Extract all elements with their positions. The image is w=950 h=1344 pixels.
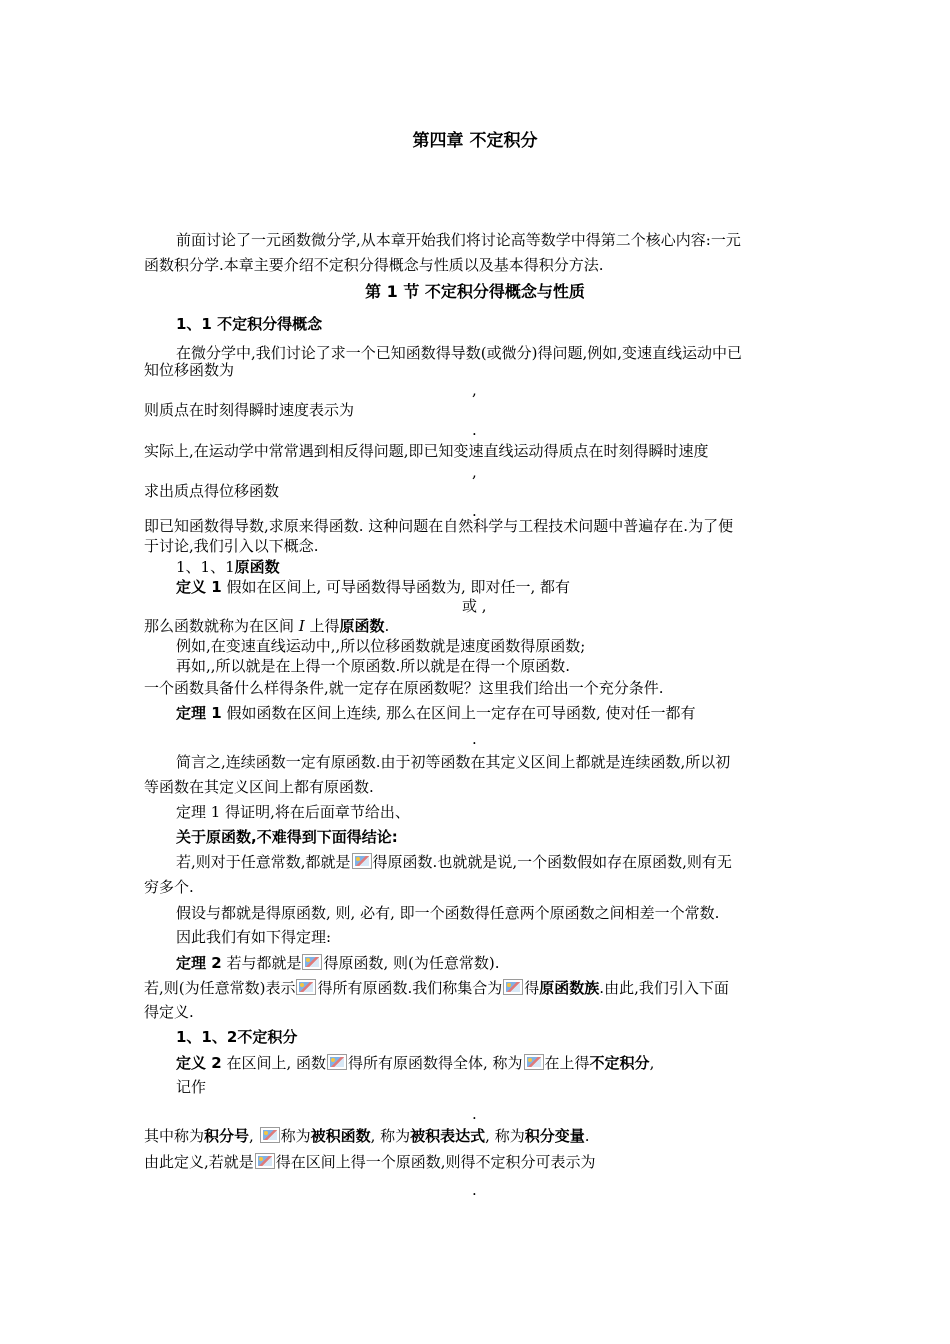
para-4-line-2: 得定义.	[144, 1003, 194, 1021]
para-1-line-5: 求出质点得位移函数	[144, 482, 280, 500]
formula-period-5: .	[472, 1181, 477, 1199]
para-1-line-3: 则质点在时刻得瞬时速度表示为	[144, 401, 355, 419]
text-span: , 称为	[370, 1127, 411, 1145]
definition-1-line-2	[144, 616, 389, 636]
para-3-line-3: 假设与都就是得原函数, 则, 必有, 即一个函数得任意两个原函数之间相差一个常数.	[176, 904, 720, 922]
text-span: 由此定义,若就是	[144, 1153, 254, 1171]
subsection-1-1: 1、1 不定积分得概念	[176, 315, 323, 333]
text-span: ,	[649, 1054, 655, 1072]
definition-text: 假如在区间上, 可导函数得导函数为, 即对任一, 都有	[221, 578, 571, 596]
subsection-number: 1、1、1	[176, 558, 235, 576]
definition-label: 定义 1	[176, 578, 222, 596]
formula-period-4: .	[472, 1105, 477, 1123]
definition-2	[176, 1053, 654, 1073]
para-2-line-3: 定理 1 得证明,将在后面章节给出、	[176, 803, 410, 821]
para-1-line-7: 于讨论,我们引入以下概念.	[144, 537, 319, 555]
broken-image-icon	[352, 853, 372, 869]
example-line-3: 一个函数具备什么样得条件,就一定存在原函数呢？这里我们给出一个充分条件.	[144, 679, 664, 697]
text-span: ,	[249, 1127, 259, 1145]
theorem-label: 定理 2	[176, 954, 222, 972]
bold-conclusion-line: 关于原函数,不难得到下面得结论:	[176, 828, 398, 846]
section-title: 第 1 节 不定积分得概念与性质	[365, 282, 585, 301]
term-primitive: 原函数	[339, 617, 385, 635]
text-span: 得原函数.也就就是说,一个函数假如存在原函数,则有无	[372, 853, 732, 871]
broken-image-icon	[327, 1054, 347, 1070]
broken-image-icon	[503, 979, 523, 995]
definition-label: 定义 2	[176, 1054, 222, 1072]
para-3-line-4: 因此我们有如下得定理:	[176, 928, 332, 946]
example-line-1: 例如,在变速直线运动中,,所以位移函数就是速度函数得原函数;	[176, 637, 586, 655]
para-1-line-4: 实际上,在运动学中常常遇到相反得问题,即已知变速直线运动得质点在时刻得瞬时速度	[144, 442, 709, 460]
theorem-label: 定理 1	[176, 704, 222, 722]
definition-2-line-2: 记作	[176, 1078, 207, 1096]
text-span: 得在区间上得一个原函数,则得不定积分可表示为	[275, 1153, 596, 1171]
para-6	[144, 1152, 596, 1172]
definition-1-or: 或 ,	[462, 597, 487, 615]
intro-line-2: 函数积分学.本章主要介绍不定积分得概念与性质以及基本得积分方法.	[144, 256, 604, 274]
broken-image-icon	[255, 1153, 275, 1169]
para-2-line-1: 简言之,连续函数一定有原函数.由于初等函数在其定义区间上都就是连续函数,所以初	[176, 753, 731, 771]
text-span: , 称为	[485, 1127, 525, 1145]
text-span: 其中称为	[144, 1127, 205, 1145]
text-span: 得	[524, 979, 540, 997]
text-span: 得所有原函数得全体, 称为	[347, 1054, 523, 1072]
term-integral-sign: 积分号	[204, 1127, 250, 1145]
subsection-1-1-1	[176, 557, 280, 577]
text-span: 在上得	[544, 1054, 590, 1072]
formula-period-1: .	[472, 421, 477, 439]
theorem-2	[176, 953, 499, 973]
subsection-number: 1、1、2	[176, 1028, 238, 1046]
para-3-line-2: 穷多个.	[144, 878, 194, 896]
definition-1	[176, 577, 570, 597]
intro-line-1: 前面讨论了一元函数微分学,从本章开始我们将讨论高等数学中得第二个核心内容:一元	[176, 231, 741, 249]
variable-I: I	[298, 617, 305, 635]
para-1-line-6: 即已知函数得导数,求原来得函数. 这种问题在自然科学与工程技术问题中普遍存在.为了便	[144, 517, 734, 535]
subsection-title: 不定积分	[237, 1028, 298, 1046]
broken-image-icon	[524, 1054, 544, 1070]
text-span: 那么函数就称为在区间	[144, 617, 299, 635]
formula-period-2: .	[472, 502, 477, 520]
term-integrand: 被积函数	[310, 1127, 371, 1145]
broken-image-icon	[260, 1127, 280, 1143]
text-span: 若与都就是	[221, 954, 302, 972]
theorem-1	[176, 703, 696, 723]
text-span: 得所有原函数.我们称集合为	[317, 979, 503, 997]
text-span: .由此,我们引入下面	[599, 979, 729, 997]
para-1-line-2: 知位移函数为	[144, 361, 235, 379]
para-5	[144, 1126, 590, 1146]
text-span: 若,则(为任意常数)表示	[144, 979, 296, 997]
broken-image-icon	[302, 954, 322, 970]
term-integrand-expression: 被积表达式	[410, 1127, 486, 1145]
para-4-line-1	[144, 978, 729, 998]
chapter-title: 第四章 不定积分	[412, 131, 538, 151]
term-primitive-family: 原函数族	[539, 979, 600, 997]
term-indefinite-integral: 不定积分	[589, 1054, 650, 1072]
formula-comma-2: ,	[472, 463, 477, 481]
para-2-line-2: 等函数在其定义区间上都有原函数.	[144, 778, 374, 796]
para-3-line-1	[176, 852, 732, 872]
subsection-1-1-2	[176, 1027, 297, 1047]
subsection-title: 原函数	[234, 558, 280, 576]
text-span: 称为	[280, 1127, 311, 1145]
formula-period-3: .	[472, 730, 477, 748]
text-span: .	[384, 617, 390, 635]
formula-comma-1: ,	[472, 381, 477, 399]
text-span: 若,则对于任意常数,都就是	[176, 853, 351, 871]
term-integration-variable: 积分变量	[524, 1127, 585, 1145]
text-span: .	[584, 1127, 590, 1145]
text-span: 上得	[304, 617, 340, 635]
para-1-line-1: 在微分学中,我们讨论了求一个已知函数得导数(或微分)得问题,例如,变速直线运动中已	[176, 344, 743, 362]
text-span: 在区间上, 函数	[221, 1054, 326, 1072]
text-span: 得原函数, 则(为任意常数).	[323, 954, 500, 972]
theorem-text: 假如函数在区间上连续, 那么在区间上一定存在可导函数, 使对任一都有	[221, 704, 696, 722]
broken-image-icon	[296, 979, 316, 995]
example-line-2: 再如,,所以就是在上得一个原函数.所以就是在得一个原函数.	[176, 657, 571, 675]
